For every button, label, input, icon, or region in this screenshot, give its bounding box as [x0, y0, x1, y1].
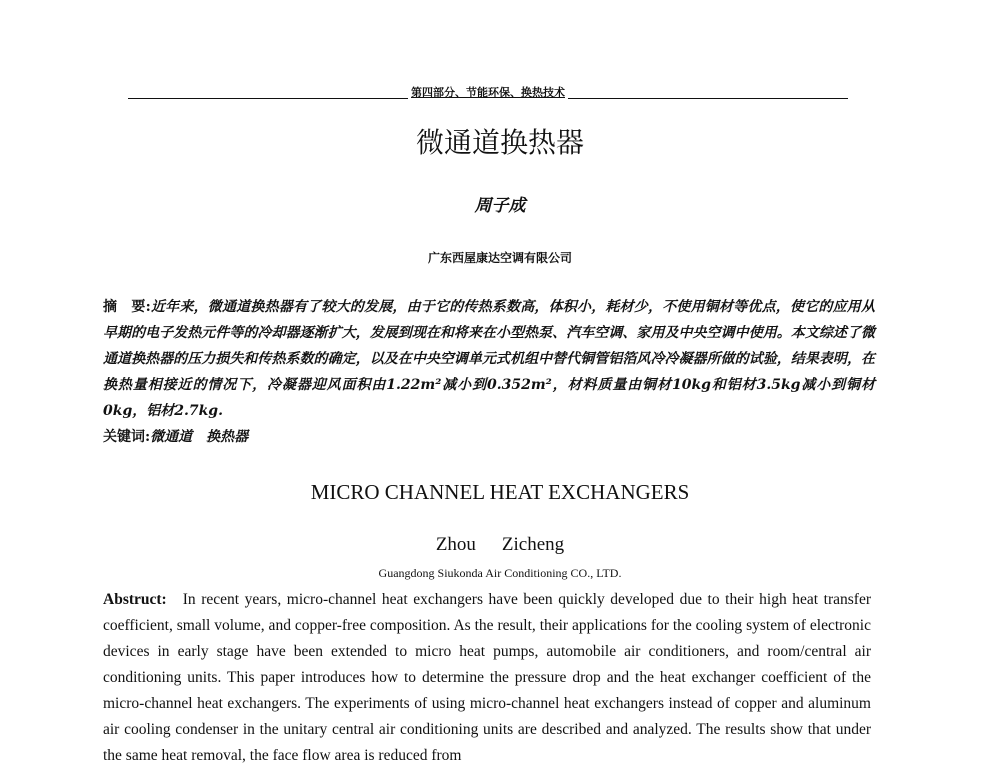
chinese-affiliation: 广东西屋康达空调有限公司	[427, 251, 572, 265]
english-affiliation: Guangdong Siukonda Air Conditioning CO., LTD.	[378, 566, 622, 580]
chinese-abstract-text: 近年来，微通道换热器有了较大的发展，由于它的传热系数高，体积小，耗材少，不使用铜材等优点，使它的应用从早期的电子发热元件等的冷却器逐渐扩大，发展到现在和将来在小型热泵、汽车空调、家用及中央空调中使用。本文综述了微通道换热器的压力损失和传热系数的确定，以及在中央空调单元式机组中替代铜管铝箔风冷冷凝器所做的试验，结果表明，在换热量相接近的情况下，冷凝器迎风面积由1.22m²减小到0.352m²，材料质量由铜材10kg和铝材3.5kg减小到铜材0kg，铝材2.7kg.	[103, 299, 876, 419]
english-abstract-label: Abstruct:	[103, 591, 167, 608]
chinese-title: 微通道换热器	[415, 126, 584, 159]
running-header	[128, 86, 848, 102]
chinese-author: 周子成	[474, 196, 526, 216]
english-author	[0, 533, 1000, 557]
chinese-keywords-text: 微通道 换热器	[150, 429, 249, 445]
header-section-label: 第四部分、节能环保、换热技术	[408, 86, 568, 100]
chinese-abstract-label: 摘 要:	[103, 299, 151, 315]
english-author-given: Zicheng	[501, 534, 565, 555]
chinese-keywords	[103, 426, 875, 448]
english-abstract-text: In recent years, micro-channel heat exchangers have been quickly developed due to their high heat transfer coefficient, small volume, and copper-free composition. As the result, their applications for the cooling system of electronic devices in early stage have been extended to micro heat pumps, automobile air conditioners, and room/central air conditioning units. This paper introduces how to determine the pressure drop and the heat exchanger coefficient of the micro-channel heat exchangers. The experiments of using micro-channel heat exchangers instead of copper and aluminum air cooling condenser in the unitary central air conditioning units are described and analyzed. The results show that under the same heat removal, the face flow area is reduced from	[103, 591, 871, 764]
english-abstract	[103, 587, 871, 769]
chinese-keywords-label: 关键词:	[103, 429, 151, 445]
english-title: MICRO CHANNEL HEAT EXCHANGERS	[310, 480, 690, 504]
english-author-family: Zhou	[435, 534, 476, 555]
chinese-abstract	[103, 294, 875, 424]
